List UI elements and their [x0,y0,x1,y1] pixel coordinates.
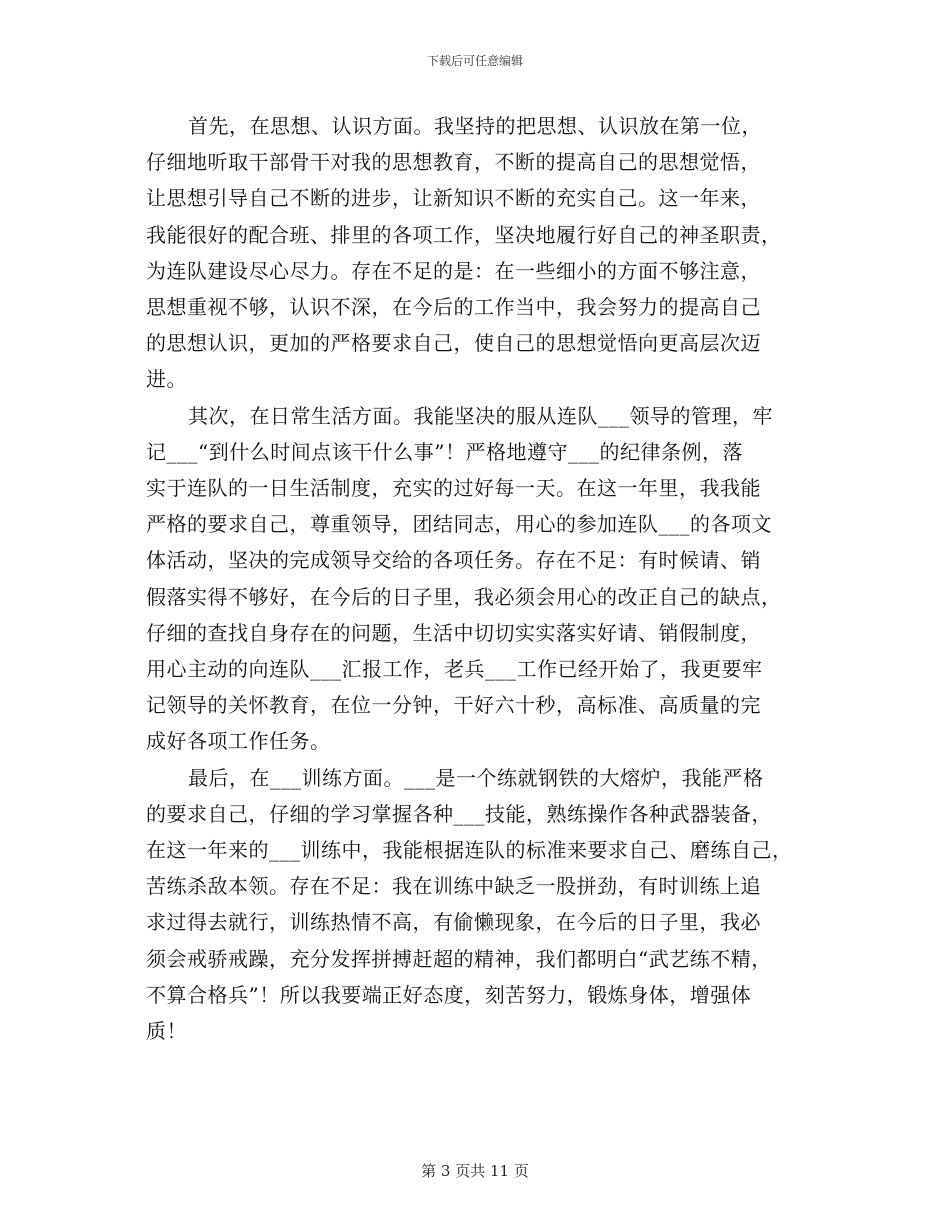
text-line: 求过得去就行，训练热情不高，有偷懒现象，在今后的日子里，我必 [146,910,761,935]
paragraph-thought [146,108,814,398]
text-line: 须会戒骄戒躁，充分发挥拼搏赶超的精神，我们都明白“武艺练不精， [146,946,772,971]
text-line: 质！ [146,1019,187,1044]
text-line: 为连队建设尽心尽力。存在不足的是：在一些细小的方面不够注意， [146,258,761,283]
text-line: 体活动，坚决的完成领导交给的各项任务。存在不足：有时候请、销 [146,548,761,573]
text-line: 严格的要求自己，尊重领导，团结同志，用心的参加连队___的各项文 [146,512,772,537]
text-line: 记领导的关怀教育，在位一分钟，干好六十秒，高标准、高质量的完 [146,693,761,718]
text-line: 苦练杀敌本领。存在不足：我在训练中缺乏一股拼劲，有时训练上追 [146,874,761,899]
page-number: 第 3 页共 11 页 [421,1162,529,1180]
text-line: 我能很好的配合班、排里的各项工作，坚决地履行好自己的神圣职责， [146,222,782,247]
text-line: 思想重视不够，认识不深，在今后的工作当中，我会努力的提高自己 [146,295,761,320]
text-line: 在这一年来的___训练中，我能根据连队的标准来要求自己、磨练自己， [146,838,793,863]
text-line: 不算合格兵”！所以我要端正好态度，刻苦努力，锻炼身体，增强体 [146,982,752,1007]
text-line: 最后，在___训练方面。___是一个练就钢铁的大熔炉，我能严格 [188,765,764,790]
text-line: 仔细地听取干部骨干对我的思想教育，不断的提高自己的思想觉悟， [146,150,761,175]
page-header: 下载后可任意编辑 [426,54,523,68]
text-line: 首先，在思想、认识方面。我坚持的把思想、认识放在第一位， [188,114,762,138]
text-line: 用心主动的向连队___汇报工作，老兵___工作已经开始了，我更要牢 [146,657,763,682]
text-line: 其次，在日常生活方面。我能坚决的服从连队___领导的管理，牢 [188,403,773,428]
text-line: 仔细的查找自身存在的问题，生活中切切实实落实好请、销假制度， [146,620,761,645]
text-line: 假落实得不够好，在今后的日子里，我必须会用心的改正自己的缺点， [146,584,782,609]
text-line: 的思想认识，更加的严格要求自己，使自己的思想觉悟向更高层次迈 [146,331,761,356]
text-line: 成好各项工作任务。 [146,729,331,754]
text-line: 让思想引导自己不断的进步，让新知识不断的充实自己。这一年来， [146,186,761,211]
document-body [146,108,814,1049]
text-line: 进。 [146,367,187,392]
paragraph-daily-life [146,398,814,760]
text-line: 记___“到什么时间点该干什么事”！严格地遵守___的纪律条例，落 [146,439,743,464]
text-line: 实于连队的一日生活制度，充实的过好每一天。在这一年里，我我能 [146,476,761,501]
paragraph-training [146,760,814,1050]
text-line: 的要求自己，仔细的学习掌握各种___技能，熟练操作各种武器装备， [146,801,772,826]
